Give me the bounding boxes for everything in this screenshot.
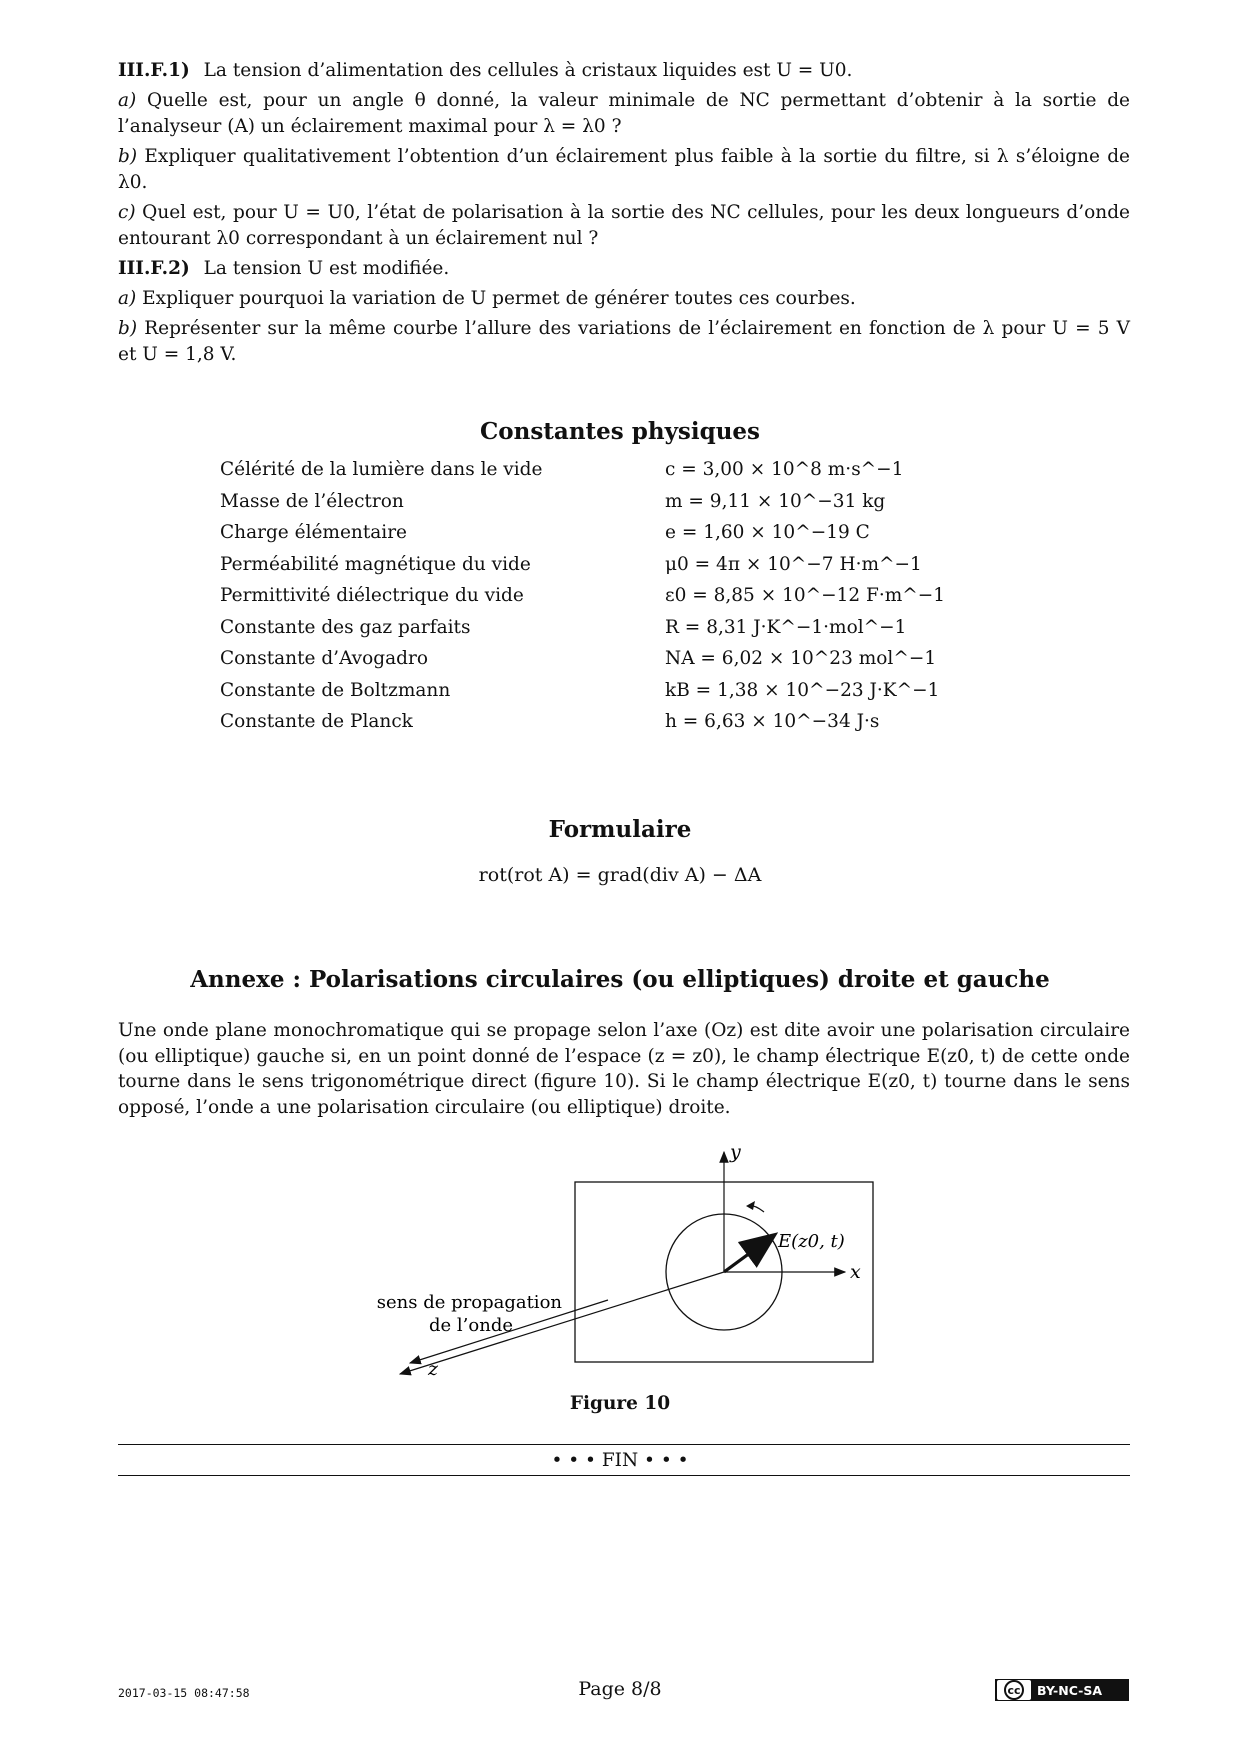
subquestion-c [118, 200, 1130, 252]
cc-logo-icon [997, 1680, 1031, 1700]
constant-value: h = 6,63 × 10^−34 J·s [665, 711, 880, 733]
subquestion-a [118, 88, 1130, 140]
constant-row [220, 643, 945, 675]
constant-label: Charge élémentaire [220, 522, 408, 544]
subquestion-text: Quel est, pour U = U0, l’état de polarisation à la sortie des NC cellules, pour les deux longueurs d’onde entourant λ0 correspondant à un éclairement nul ? [118, 202, 1130, 249]
constant-label: Constante des gaz parfaits [220, 616, 471, 638]
footer-timestamp: 2017-03-15 08:47:58 [118, 1686, 250, 1700]
subquestion-b [118, 144, 1130, 196]
constant-row [220, 517, 945, 549]
question-text: La tension d’alimentation des cellules à cristaux liquides est U = U0. [203, 60, 853, 81]
constant-value: NA = 6,02 × 10^23 mol^−1 [665, 648, 937, 670]
annexe-title: Annexe : Polarisations circulaires (ou elliptiques) droite et gauche [190, 966, 1050, 993]
subquestion-label: c) [118, 202, 136, 223]
constant-label: Permittivité diélectrique du vide [220, 585, 524, 607]
constant-label: Constante d’Avogadro [220, 648, 428, 670]
propagation-label-line1: sens de propagation [376, 1292, 562, 1313]
subquestion-a [118, 286, 1130, 312]
subquestion-text: Représenter sur la même courbe l’allure des variations de l’éclairement en fonction de λ pour U = 5 V et U = 1,8 V. [118, 318, 1130, 365]
constant-value: c = 3,00 × 10^8 m·s^−1 [665, 459, 904, 481]
subquestion-label: a) [118, 288, 137, 309]
constants-title: Constantes physiques [479, 418, 761, 445]
electric-field-vector [724, 1236, 773, 1272]
constant-label: Perméabilité magnétique du vide [220, 553, 531, 575]
questions-block [118, 58, 1130, 372]
constant-row [220, 706, 945, 738]
propagation-label-line2: de l’onde [429, 1315, 513, 1336]
subquestion-b [118, 316, 1130, 368]
divider-bottom [118, 1475, 1130, 1476]
constant-label: Constante de Planck [220, 711, 413, 733]
subquestion-label: a) [118, 90, 137, 111]
constant-row [220, 486, 945, 518]
constant-label: Célérité de la lumière dans le vide [220, 459, 543, 481]
x-axis-label: x [850, 1261, 861, 1283]
constant-label: Constante de Boltzmann [220, 679, 451, 701]
constant-row [220, 675, 945, 707]
constant-value: R = 8,31 J·K^−1·mol^−1 [665, 616, 907, 638]
y-axis-label: y [730, 1141, 741, 1163]
field-label: E(z0, t) [778, 1231, 845, 1252]
constant-value: m = 9,11 × 10^−31 kg [665, 490, 886, 512]
formulaire-title: Formulaire [548, 816, 692, 843]
constant-label: Masse de l’électron [220, 490, 404, 512]
question-text: La tension U est modifiée. [203, 258, 450, 279]
page-number: Page 8/8 [578, 1678, 662, 1700]
rotation-arrowhead [746, 1201, 755, 1210]
formula [0, 864, 1240, 886]
question-id: III.F.1) [118, 60, 190, 81]
constant-value: kB = 1,38 × 10^−23 J·K^−1 [665, 679, 940, 701]
constants-table [220, 454, 945, 738]
license-text: BY-NC-SA [1037, 1682, 1103, 1698]
end-marker: • • • FIN • • • [551, 1450, 689, 1471]
subquestion-text: Quelle est, pour un angle θ donné, la valeur minimale de NC permettant d’obtenir à la sortie de l’analyseur (A) un éclairement maximal pour λ = λ0 ? [118, 90, 1130, 137]
annexe-text: Une onde plane monochromatique qui se propage selon l’axe (Oz) est dite avoir une polarisation circulaire (ou elliptique) gauche si, en un point donné de l’espace (z = z0), le champ électrique E(z0, t) de cette onde tourne dans le sens trigonométrique direct (figure 10). Si le champ électrique E(z0, t) tourne dans le sens opposé, l’onde a une polarisation circulaire (ou elliptique) droite. [118, 1020, 1130, 1118]
question-III-F-1 [118, 58, 1130, 84]
question-id: III.F.2) [118, 258, 190, 279]
constant-row [220, 454, 945, 486]
constant-value: μ0 = 4π × 10^−7 H·m^−1 [665, 553, 922, 575]
figure-10 [370, 1140, 890, 1390]
constant-row [220, 612, 945, 644]
subquestion-label: b) [118, 146, 138, 167]
question-III-F-2 [118, 256, 1130, 282]
subquestion-text: Expliquer qualitativement l’obtention d’un éclairement plus faible à la sortie du filtre, si λ s’éloigne de λ0. [118, 146, 1130, 193]
constant-row [220, 549, 945, 581]
formula-text: rot(rot A) = grad(div A) − ΔA [478, 864, 762, 886]
subquestion-label: b) [118, 318, 138, 339]
constant-value: e = 1,60 × 10^−19 C [665, 522, 870, 544]
subquestion-text: Expliquer pourquoi la variation de U permet de générer toutes ces courbes. [142, 288, 856, 309]
z-axis-label: z [428, 1358, 439, 1380]
divider-top [118, 1444, 1130, 1445]
constant-value: ε0 = 8,85 × 10^−12 F·m^−1 [665, 585, 946, 607]
figure-caption: Figure 10 [569, 1393, 671, 1414]
cc-license-badge [995, 1679, 1129, 1701]
constant-row [220, 580, 945, 612]
cc-logo-text: cc [1004, 1680, 1024, 1700]
